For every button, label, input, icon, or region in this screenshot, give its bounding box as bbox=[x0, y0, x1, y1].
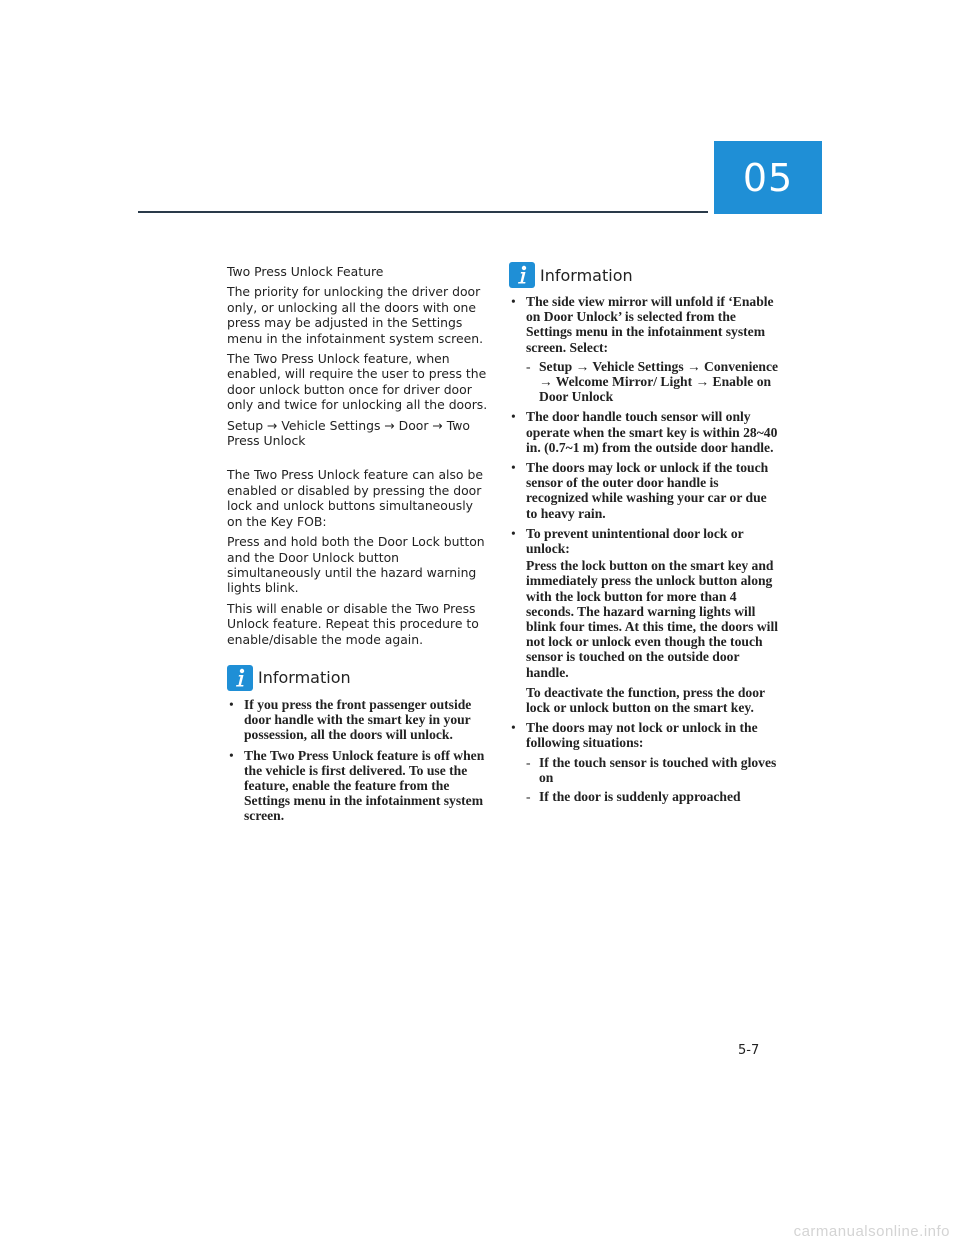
info-header-left bbox=[227, 665, 489, 691]
paragraph-press-hold: Press and hold both the Door Lock button and the Door Unlock button simultaneously until the hazard warning lights blink. bbox=[227, 534, 485, 596]
paragraph-enable-disable: This will enable or disable the Two Press Unlock feature. Repeat this procedure to enable/disable the mode again. bbox=[227, 600, 479, 647]
dash-item: - If the touch sensor is touched with gloves on bbox=[526, 755, 779, 785]
info-title: Information bbox=[258, 668, 351, 688]
info-title: Information bbox=[540, 265, 633, 285]
bullet-paragraph: To deactivate the function, press the door lock or unlock button on the smart key. bbox=[526, 684, 765, 716]
list-item: • The door handle touch sensor will only operate when the smart key is within 28~40 in. (0.7~1 m) from the outside door handle. bbox=[509, 409, 779, 455]
bullet-text: The side view mirror will unfold if ‘Enable on Door Unlock’ is selected from the Settings menu in the infotainment system screen. Select: bbox=[526, 294, 774, 355]
list-item: • The doors may lock or unlock if the touch sensor of the outer door handle is recognized while washing your car or due to heavy rain. bbox=[509, 460, 779, 521]
section-subtitle: Two Press Unlock Feature bbox=[227, 264, 384, 279]
list-item: • The Two Press Unlock feature is off when the vehicle is first delivered. To use the feature, enable the feature from the Settings menu in the infotainment system screen. bbox=[227, 748, 489, 824]
chapter-tab bbox=[714, 141, 822, 214]
info-header-right bbox=[509, 262, 779, 288]
list-item: • If you press the front passenger outside door handle with the smart key in your possession, all the doors will unlock. bbox=[227, 697, 489, 743]
bullet-text: The doors may not lock or unlock in the following situations: bbox=[526, 720, 758, 751]
dash-item: - Setup → Vehicle Settings → Convenience → Welcome Mirror/ Light → Enable on Door Unlock bbox=[526, 359, 779, 405]
dash-list bbox=[526, 755, 779, 805]
bullet-text: To prevent unintentional door lock or unlock: bbox=[526, 525, 744, 557]
list-item bbox=[509, 526, 779, 715]
right-column bbox=[509, 262, 779, 809]
two-press-unlock-section bbox=[227, 264, 489, 647]
dash-list bbox=[526, 359, 779, 405]
list-item bbox=[509, 720, 779, 804]
paragraph-require-press: The Two Press Unlock feature, when enabled, will require the user to press the door unlock button once for driver door only and twice for unlocking all the doors. bbox=[227, 351, 488, 413]
paragraph-key-fob: The Two Press Unlock feature can also be enabled or disabled by pressing the door lock and unlock buttons simultaneously on the Key FOB: bbox=[227, 467, 483, 529]
paragraph-priority: The priority for unlocking the driver door only, or unlocking all the doors with one press may be adjusted in the Settings menu in the infotainment system screen. bbox=[227, 284, 484, 346]
info-icon bbox=[509, 262, 535, 288]
info-list-left bbox=[227, 697, 489, 824]
paragraph-menu-path: Setup → Vehicle Settings → Door → Two Press Unlock bbox=[227, 417, 470, 449]
watermark: carmanualsonline.info bbox=[793, 1223, 950, 1240]
info-icon bbox=[227, 665, 253, 691]
page-number: 5-7 bbox=[738, 1043, 760, 1058]
info-list-right bbox=[509, 294, 779, 804]
dash-item: - If the door is suddenly approached bbox=[526, 789, 779, 804]
chapter-number: 05 bbox=[742, 155, 794, 200]
bullet-paragraph: Press the lock button on the smart key and immediately press the unlock button along with the lock button for more than 4 seconds. The hazard warning lights will blink four times. At this time, the doors will not lock or unlock even though the touch sensor is touched on the outside door handle. bbox=[526, 558, 778, 680]
header-rule bbox=[138, 211, 708, 213]
left-column bbox=[227, 264, 489, 829]
list-item bbox=[509, 294, 779, 404]
